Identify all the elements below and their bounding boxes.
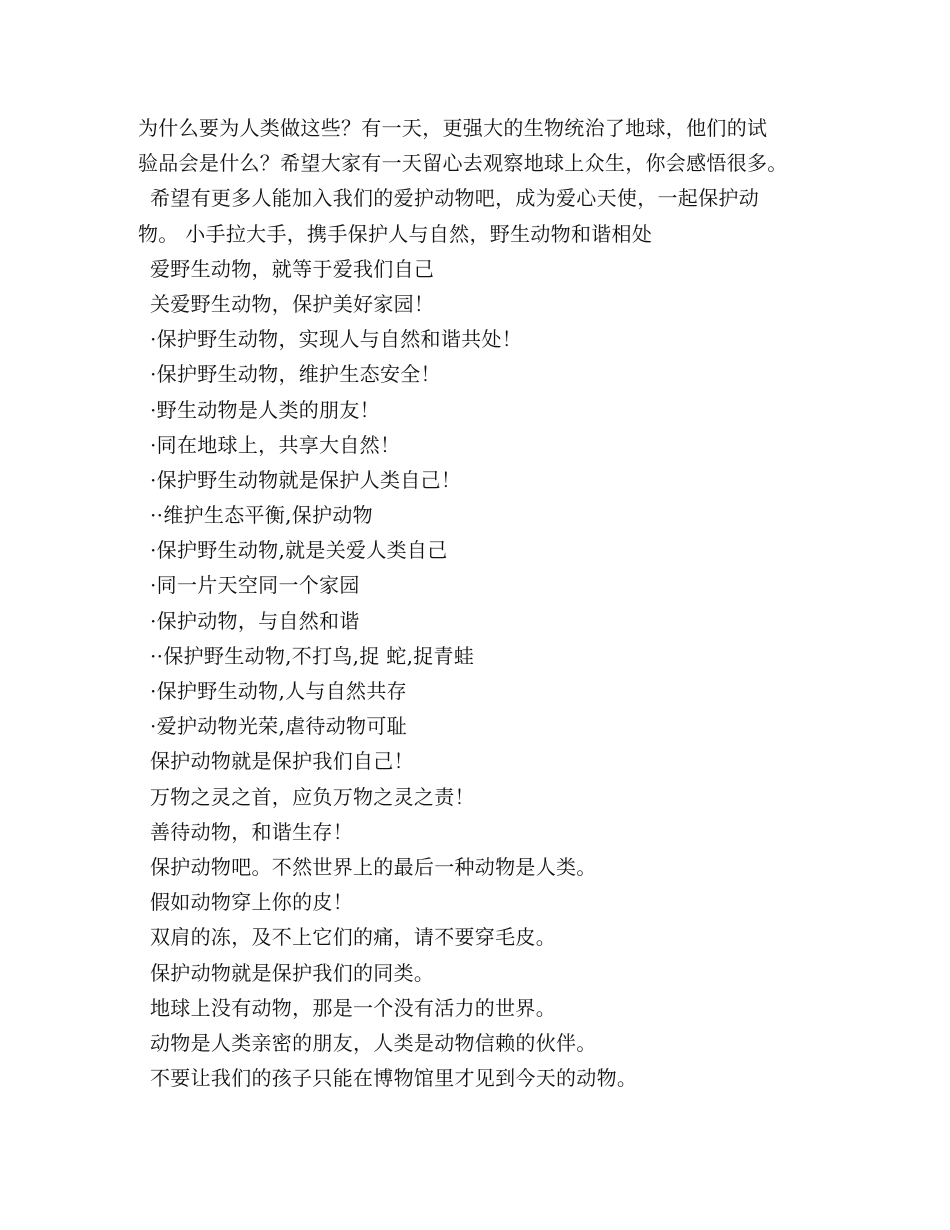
paragraph-line: 希望有更多人能加入我们的爱护动物吧，成为爱心天使，一起保护动 — [150, 186, 759, 211]
document-body — [138, 111, 828, 1096]
paragraph-line: 为什么要为人类做这些？有一天，更强大的生物统治了地球，他们的试 — [138, 116, 768, 140]
slogan-line: 双肩的冻，及不上它们的痛，请不要穿毛皮。 — [150, 925, 556, 950]
slogan-line: 保护动物就是保护我们的同类。 — [150, 960, 435, 985]
slogan-line: 假如动物穿上你的皮！ — [150, 890, 353, 915]
bullet-slogan: ··维护生态平衡,保护动物 — [150, 503, 373, 528]
slogan-line: 不要让我们的孩子只能在博物馆里才见到今天的动物。 — [150, 1066, 638, 1091]
paragraph-line: 验品会是什么？希望大家有一天留心去观察地球上众生，你会感悟很多。 — [138, 151, 788, 176]
bullet-slogan: ·保护野生动物，实现人与自然和谐共处！ — [150, 327, 523, 352]
bullet-slogan: ·同一片天空同一个家园 — [150, 573, 360, 598]
slogan-line: 动物是人类亲密的朋友，人类是动物信赖的伙伴。 — [150, 1030, 597, 1055]
slogan-line: 保护动物吧。不然世界上的最后一种动物是人类。 — [150, 854, 597, 879]
slogan-line: 爱野生动物，就等于爱我们自己 — [150, 256, 435, 281]
bullet-slogan: ·保护动物，与自然和谐 — [150, 608, 360, 633]
bullet-slogan: ·保护野生动物，维护生态安全！ — [150, 362, 441, 387]
slogan-line: 保护动物就是保护我们自己！ — [150, 749, 414, 774]
bullet-slogan: ·野生动物是人类的朋友！ — [150, 397, 380, 422]
bullet-slogan: ·爱护动物光荣,虐待动物可耻 — [150, 714, 407, 739]
bullet-slogan: ·同在地球上，共享大自然！ — [150, 432, 401, 457]
slogan-line: 关爱野生动物，保护美好家园！ — [150, 291, 435, 316]
bullet-slogan: ·保护野生动物就是保护人类自己！ — [150, 467, 462, 492]
paragraph-line: 物。 小手拉大手，携手保护人与自然，野生动物和谐相处 — [138, 221, 653, 246]
bullet-slogan: ··保护野生动物,不打鸟,捉 蛇,捉青蛙 — [150, 643, 475, 668]
slogan-line: 善待动物，和谐生存！ — [150, 819, 353, 844]
slogan-line: 万物之灵之首，应负万物之灵之责！ — [150, 784, 475, 809]
bullet-slogan: ·保护野生动物,就是关爱人类自己 — [150, 538, 448, 563]
bullet-slogan: ·保护野生动物,人与自然共存 — [150, 679, 407, 703]
slogan-line: 地球上没有动物，那是一个没有活力的世界。 — [150, 995, 556, 1020]
